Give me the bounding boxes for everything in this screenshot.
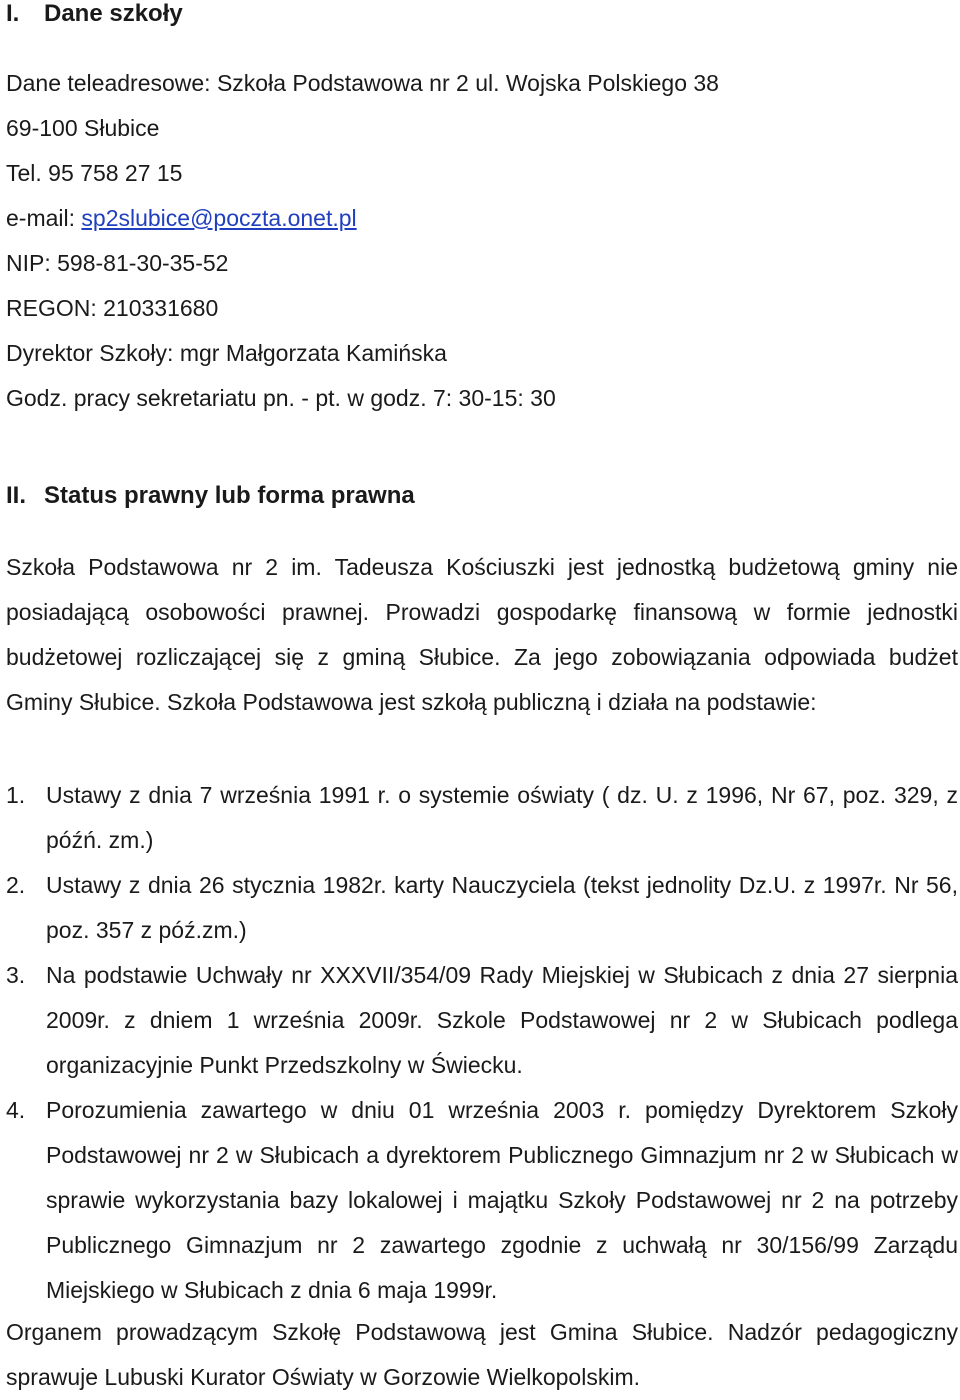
email-label: e-mail: [6, 205, 82, 231]
list-item-text: Ustawy z dnia 26 stycznia 1982r. karty Nauczyciela (tekst jednolity Dz.U. z 1997r. Nr 56, poz. 357 z póź.zm.) [46, 872, 958, 943]
section-2-title: Status prawny lub forma prawna [44, 482, 415, 509]
list-item [6, 863, 958, 953]
list-item-number: 1. [6, 782, 26, 808]
director-line: Dyrektor Szkoły: mgr Małgorzata Kamińska [6, 340, 447, 366]
list-item-number: 3. [6, 962, 26, 988]
section-1-number: I. [6, 0, 20, 27]
list-item [6, 953, 958, 1088]
email-link[interactable]: sp2slubice@poczta.onet.pl [81, 205, 357, 231]
contact-details [6, 66, 956, 426]
section-2-heading [6, 482, 415, 510]
legal-basis-list [6, 773, 958, 1313]
list-item-number: 4. [6, 1097, 26, 1123]
phone-line: Tel. 95 758 27 15 [6, 160, 183, 186]
office-hours-line: Godz. pracy sekretariatu pn. - pt. w godz. 7: 30-15: 30 [6, 385, 556, 411]
address-line-2: 69-100 Słubice [6, 115, 160, 141]
regon-line: REGON: 210331680 [6, 295, 219, 321]
governing-body-paragraph: Organem prowadzącym Szkołę Podstawową jest Gmina Słubice. Nadzór pedagogiczny sprawuje Lubuski Kurator Oświaty w Gorzowie Wielkopolskim. [6, 1319, 958, 1390]
list-item-text: Ustawy z dnia 7 września 1991 r. o systemie oświaty ( dz. U. z 1996, Nr 67, poz. 329, z późń. zm.) [46, 782, 958, 853]
email-line [6, 201, 956, 246]
list-item [6, 773, 958, 863]
legal-status-paragraph: Szkoła Podstawowa nr 2 im. Tadeusza Kościuszki jest jednostką budżetową gminy nie posiadającą osobowości prawnej. Prowadzi gospodarkę finansową w formie jednostki budżetowej rozliczającej się z gminą Słubice. Za jego zobowiązania odpowiada budżet Gminy Słubice. Szkoła Podstawowa jest szkołą publiczną i działa na podstawie: [6, 554, 958, 715]
address-line-1: Dane teleadresowe: Szkoła Podstawowa nr 2 ul. Wojska Polskiego 38 [6, 70, 719, 96]
list-item-number: 2. [6, 872, 26, 898]
nip-line: NIP: 598-81-30-35-52 [6, 250, 229, 276]
list-item-text: Porozumienia zawartego w dniu 01 września 2003 r. pomiędzy Dyrektorem Szkoły Podstawowej nr 2 w Słubicach a dyrektorem Publicznego Gimnazjum nr 2 w Słubicach w sprawie wykorzystania bazy lokalowej i majątku Szkoły Podstawowej nr 2 na potrzeby Publicznego Gimnazjum nr 2 zawartego zgodnie z uchwałą nr 30/156/99 Zarządu Miejskiego w Słubicach z dnia 6 maja 1999r. [46, 1097, 958, 1303]
list-item [6, 1088, 958, 1313]
section-1-heading [6, 0, 183, 28]
section-2-number: II. [6, 482, 27, 509]
section-1-title: Dane szkoły [44, 0, 183, 27]
list-item-text: Na podstawie Uchwały nr XXXVII/354/09 Rady Miejskiej w Słubicach z dnia 27 sierpnia 2009r. z dniem 1 września 2009r. Szkole Podstawowej nr 2 w Słubicach podlega organizacyjnie Punkt Przedszkolny w Świecku. [46, 962, 958, 1078]
